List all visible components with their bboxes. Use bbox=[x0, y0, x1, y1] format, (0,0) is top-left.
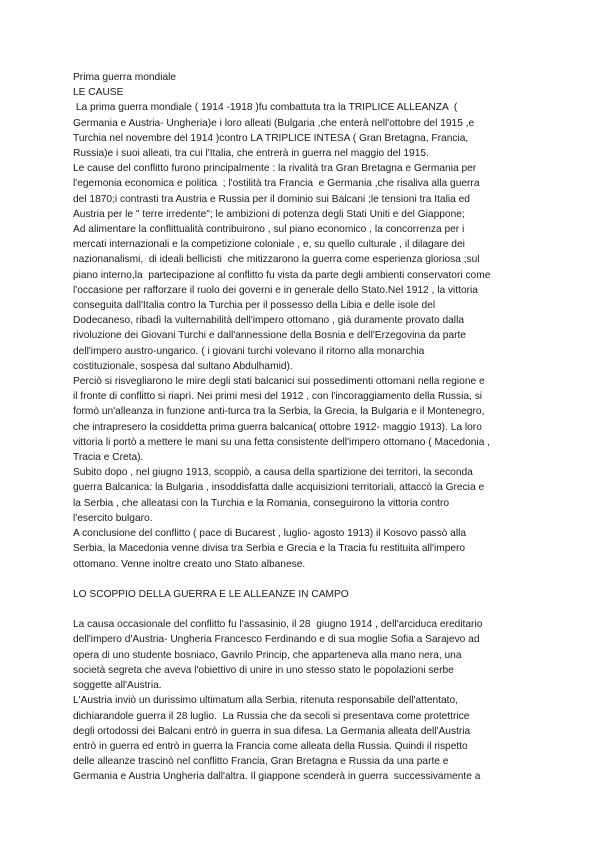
paragraph-peace-bucharest bbox=[73, 526, 535, 572]
spacer bbox=[73, 602, 535, 617]
text-line: l'occasione per rafforzare il ruolo dei governi e in generale dello Stato.Nel 1912 , la vittoria bbox=[73, 284, 478, 296]
text-line: La prima guerra mondiale ( 1914 -1918 )fu combattuta tra la TRIPLICE ALLEANZA ( bbox=[73, 102, 458, 114]
text-line: l'egemonia economica e politica ; l'ostilità tra Francia e Germania ,che risaliva alla guerra bbox=[73, 178, 480, 190]
text-line: dell'impero d'Austria- Ungheria Francesco Ferdinando e di sua moglie Sofia a Sarajevo ad bbox=[73, 634, 480, 646]
text-line: nazionanalismi, di ideali bellicisti che mitizzarono la guerra come esperienza gloriosa ;sul bbox=[73, 254, 480, 266]
text-line: dell'impero austro-ungarico. ( i giovani turchi volevano il ritorno alla monarchia bbox=[73, 345, 425, 357]
text-line: A conclusione del conflitto ( pace di Bucarest , luglio- agosto 1913) il Kosovo passò alla bbox=[73, 528, 467, 540]
text-line: costituzionale, sospesa dal sultano Abdulhamid). bbox=[73, 360, 293, 372]
text-line: Austria per le " terre irredente"; le ambizioni di potenza degli Stati Uniti e del Giappone; bbox=[73, 208, 465, 220]
text-line: rivoluzione dei Giovani Turchi e dall'annessione della Bosnia e dell'Erzegovina da parte bbox=[73, 330, 466, 342]
text-line: che intrapresero la cosiddetta prima guerra balcanica( ottobre 1912- maggio 1913). La loro bbox=[73, 421, 482, 433]
text-line: Ad alimentare la conflittualità contribuirono , sul piano economico , la concorrenza per i bbox=[73, 224, 465, 236]
paragraph-balkan-first-war bbox=[73, 374, 535, 465]
section-heading-cause: LE CAUSE bbox=[73, 87, 124, 99]
paragraph-causes bbox=[73, 161, 535, 374]
text-line: conseguita dall'Italia contro la Turchia per il possesso della Libia e delle isole del bbox=[73, 300, 436, 312]
text-line: del 1870;i contrasti tra Austria e Russia per il dominio sui Balcani ;le tensioni tra Italia ed bbox=[73, 193, 470, 205]
text-line: ottomano. Venne inoltre creato uno Stato albanese. bbox=[73, 558, 306, 570]
text-line: Germania e Austria- Ungheria)e i loro alleati (Bulgaria ,che enterà nell'ottobre del 1915 ,e bbox=[73, 117, 475, 129]
text-line: Russia)e i suoi alleati, tra cui l'Italia, che entrerà in guerra nel maggio del 1915. bbox=[73, 148, 429, 160]
text-line: società segreta che aveva l'obiettivo di unire in uno stesso stato le popolazioni serbe bbox=[73, 664, 454, 676]
text-line: piano interno,la partecipazione al conflitto fu vista da parte degli ambienti conservatori come bbox=[73, 269, 491, 281]
document-body bbox=[73, 70, 535, 785]
paragraph-assassination bbox=[73, 617, 535, 693]
section-heading-outbreak: LO SCOPPIO DELLA GUERRA E LE ALLEANZE IN CAMPO bbox=[73, 588, 349, 600]
text-line: Serbia, la Macedonia venne divisa tra Serbia e Grecia e la Tracia fu restituita all'impero bbox=[73, 543, 466, 555]
text-line: Dodecaneso, ribadì la vulternabilità dell'impero ottomano , già duramente provato dalla bbox=[73, 315, 465, 327]
text-line: La causa occasionale del conflitto fu l'assasinio, il 28 giugno 1914 , dell'arciduca ereditario bbox=[73, 619, 483, 631]
text-line: Perciò si risvegliarono le mire degli stati balcanici sui possedimenti ottomani nella regione e bbox=[73, 376, 485, 388]
spacer bbox=[73, 572, 535, 587]
document-title: Prima guerra mondiale bbox=[73, 72, 177, 83]
text-line: Le cause del conflitto furono principalmente : la rivalità tra Gran Bretagna e Germania per bbox=[73, 163, 477, 175]
text-line: Turchia nel novembre del 1914 )contro LA TRIPLICE INTESA ( Gran Bretagna, Francia, bbox=[73, 132, 469, 144]
paragraph-balkan-second-war bbox=[73, 465, 535, 526]
paragraph-introduction bbox=[73, 100, 535, 161]
text-line: formò un'alleanza in funzione anti-turca tra la Serbia, la Grecia, la Bulgaria e il Montenegro, bbox=[73, 406, 485, 418]
text-line: degli ortodossi dei Balcani entrò in guerra in sua difesa. La Germania alleata dell'Austria bbox=[73, 725, 471, 737]
paragraph-ultimatum bbox=[73, 693, 535, 784]
text-line: L'Austria inviò un durissimo ultimatum alla Serbia, ritenuta responsabile dell'attentato, bbox=[73, 695, 458, 707]
text-line: mercati internazionali e la competizione coloniale , e, su quello culturale , il dilagare dei bbox=[73, 239, 465, 251]
text-line: soggette all'Austria. bbox=[73, 680, 162, 692]
text-line: delle alleanze trascinò nel conflitto Francia, Gran Bretagna e Russia da una parte e bbox=[73, 756, 449, 768]
text-line: la Serbia , che alleatasi con la Turchia e la Romania, conseguirono la vittoria contro bbox=[73, 497, 450, 509]
text-line: Germania e Austria Ungheria dall'altra. Il giappone scenderà in guerra successivamente a bbox=[73, 771, 481, 783]
text-line: l'esercito bulgaro. bbox=[73, 512, 153, 524]
text-line: entrò in guerra ed entrò in guerra la Francia come alleata della Russia. Quindi il rispetto bbox=[73, 740, 468, 752]
text-line: guerra Balcanica: la Bulgaria , insoddisfatta dalle acquisizioni territoriali, attaccò la Grecia e bbox=[73, 482, 485, 494]
text-line: Subito dopo , nel giugno 1913, scoppiò, a causa della spartizione dei territori, la seconda bbox=[73, 467, 473, 479]
text-line: vittoria li portò a mettere le mani su una fetta consistente dell'impero ottomano ( Macedonia , bbox=[73, 436, 491, 448]
text-line: Tracia e Creta). bbox=[73, 452, 144, 464]
text-line: il fronte di conflitto si riaprì. Nei primi mesi del 1912 , con l'incoraggiamento della Russia, si bbox=[73, 391, 483, 403]
text-line: dichiarandole guerra il 28 luglio. La Russia che da secoli si presentava come protettrice bbox=[73, 710, 470, 722]
text-line: opera di uno studente bosniaco, Gavrilo Princip, che apparteneva alla mano nera, una bbox=[73, 649, 462, 661]
